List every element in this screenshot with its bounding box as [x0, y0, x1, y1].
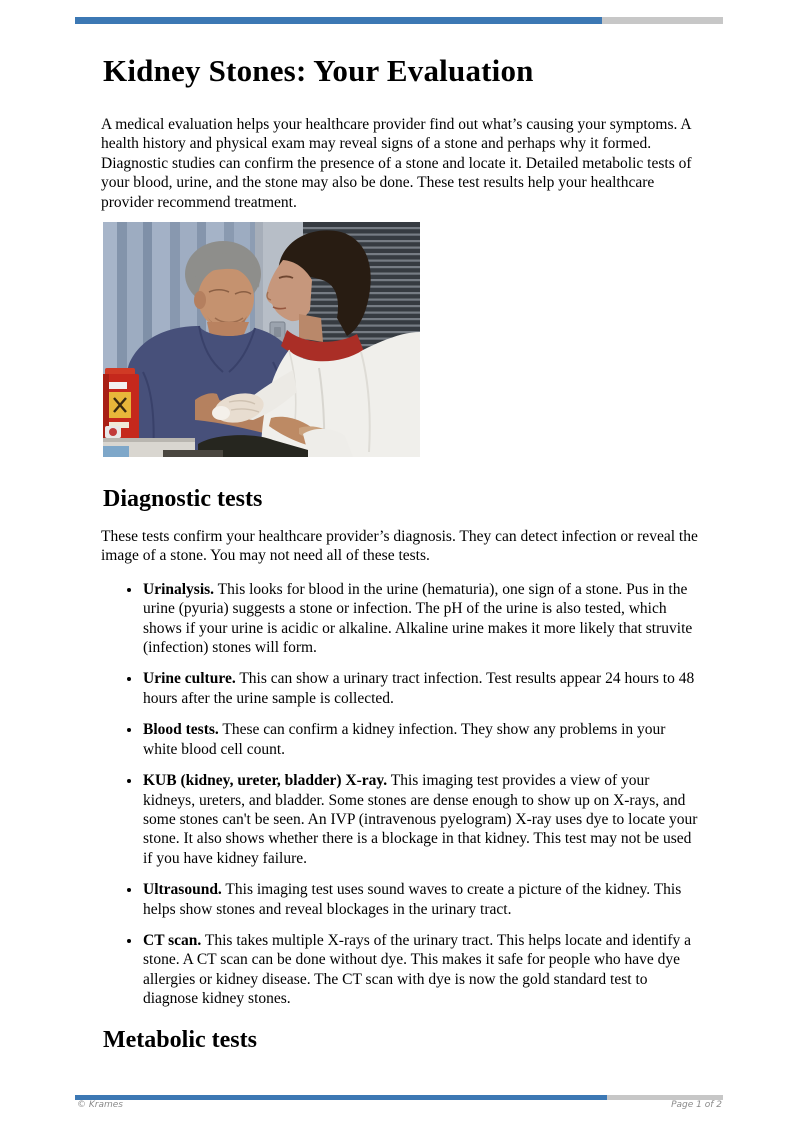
page-number-label: Page 1 of 2: [671, 1100, 722, 1110]
diagnostic-tests-list: [101, 580, 702, 1009]
bullet-text: This takes multiple X-rays of the urinary tract. This helps locate and identify a stone. A CT scan can be done without dye. This makes it safe for people who have dye allergies or kidney disease. The CT scan with dye is now the gold standard test to diagnose kidney stones.: [143, 931, 692, 1008]
page-title: Kidney Stones: Your Evaluation: [103, 53, 534, 88]
bullet-lead: Urine culture.: [143, 670, 236, 688]
bullet-text: This imaging test uses sound waves to create a picture of the kidney. This helps show stones and reveal blockages in the urinary tract.: [143, 881, 682, 918]
list-item-kub-xray: [142, 771, 702, 868]
copyright-text: © Krames: [77, 1100, 123, 1110]
bullet-text: This imaging test provides a view of your kidneys, ureters, and bladder. Some stones are dense enough to show up on X-rays, and some stones can't be seen. An IVP (intravenous pyelogram) X-ray uses dye to locate your stone. It also shows whether there is a blockage in that kidney. This test may not be used if you have kidney failure.: [143, 772, 698, 867]
document-body: [101, 0, 702, 1055]
bullet-text: These can confirm a kidney infection. They show any problems in your white blood cell count.: [143, 721, 666, 758]
intro-paragraph: A medical evaluation helps your healthcare provider find out what’s causing your symptoms. A health history and physical exam may reveal signs of a stone and perhaps why it formed. Diagnostic studies can confirm the presence of a stone and locate it. Detailed metabolic tests of your blood, urine, and the stone may also be done. These test results help your healthcare provider recommend treatment.: [101, 116, 692, 211]
diagnostic-intro-paragraph: These tests confirm your healthcare provider’s diagnosis. They can detect infection or reveal the image of a stone. You may not need all of these tests.: [101, 528, 698, 565]
list-item-ultrasound: [142, 880, 702, 919]
bullet-lead: CT scan.: [143, 931, 202, 949]
section-heading-metabolic-tests: Metabolic tests: [103, 1026, 257, 1053]
exam-photo: [103, 222, 420, 457]
list-item-urinalysis: [142, 580, 702, 658]
bullet-text: This can show a urinary tract infection. Test results appear 24 hours to 48 hours after the urine sample is collected.: [143, 670, 695, 707]
bullet-text: This looks for blood in the urine (hematuria), one sign of a stone. Pus in the urine (pyuria) suggests a stone or infection. The pH of the urine is also tested, which shows if your urine is acidic or alkaline. Alkaline urine makes it more likely that struvite (infection) stones will form.: [143, 580, 693, 657]
bullet-lead: Ultrasound.: [143, 881, 222, 899]
bullet-lead: KUB (kidney, ureter, bladder) X-ray.: [143, 772, 388, 790]
section-heading-diagnostic-tests: Diagnostic tests: [103, 486, 263, 513]
bullet-lead: Blood tests.: [143, 721, 219, 739]
page-footer: [77, 1100, 722, 1110]
list-item-blood-tests: [142, 720, 702, 759]
list-item-urine-culture: [142, 669, 702, 708]
provider-examining-patients-arm-photo: [103, 222, 420, 457]
bullet-lead: Urinalysis.: [143, 580, 215, 598]
list-item-ct-scan: [142, 931, 702, 1009]
